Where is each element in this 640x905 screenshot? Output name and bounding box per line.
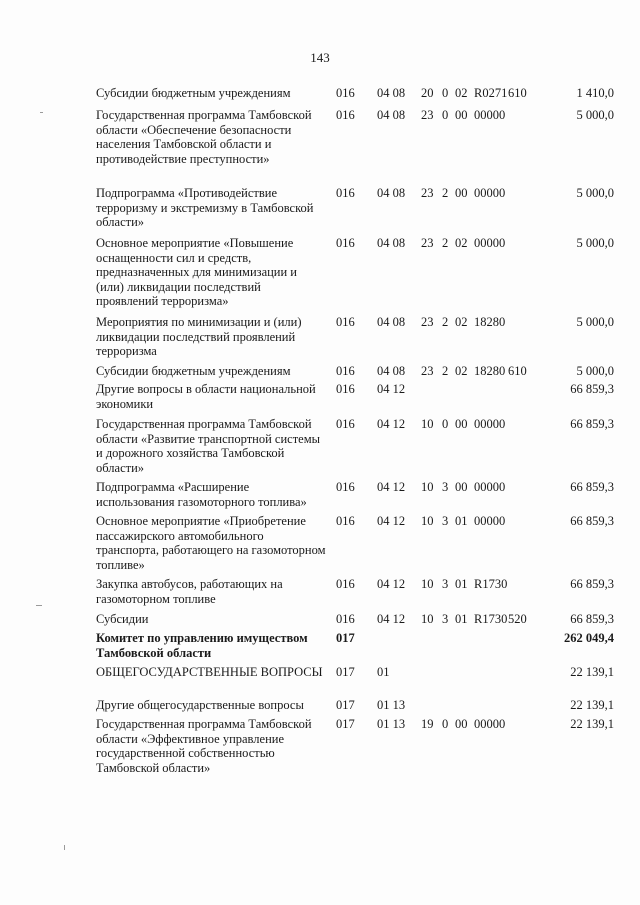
ministry-code: 016: [336, 577, 355, 591]
table-row: [96, 236, 616, 309]
amount: 5 000,0: [576, 186, 614, 200]
row-name: Субсидии: [96, 612, 149, 626]
table-row: [96, 717, 616, 775]
amount: 66 859,3: [570, 417, 614, 431]
direction-code: 00000: [474, 108, 506, 122]
expense-type-code: 610: [508, 364, 527, 378]
amount: 66 859,3: [570, 612, 614, 626]
event-code: 01: [455, 514, 468, 528]
row-name: Подпрограмма «Противодействие терроризму и экстремизму в Тамбовской области»: [96, 186, 314, 229]
ministry-code: 017: [336, 717, 355, 731]
event-code: 02: [455, 364, 468, 378]
amount: 5 000,0: [576, 364, 614, 378]
ministry-code: 017: [336, 698, 355, 712]
table-row: [96, 665, 616, 680]
section-code: 04 12: [377, 612, 406, 626]
row-name: Основное мероприятие «Приобретение пассажирского автомобильного транспорта, работающего на газомоторном топливе»: [96, 514, 326, 572]
program-code: 23: [421, 236, 434, 250]
ministry-code: 016: [336, 417, 355, 431]
direction-code: 00000: [474, 717, 506, 731]
subprogram-code: 0: [442, 86, 449, 100]
program-code: 23: [421, 186, 434, 200]
ministry-code: 017: [336, 665, 355, 679]
program-code: 10: [421, 612, 434, 626]
ministry-code: 016: [336, 612, 355, 626]
subprogram-code: 3: [442, 480, 449, 494]
amount: 22 139,1: [570, 665, 614, 679]
section-code: 04 08: [377, 86, 406, 100]
scan-mark: [64, 845, 65, 850]
table-row: [96, 631, 616, 660]
ministry-code: 016: [336, 364, 355, 378]
amount: 262 049,4: [564, 631, 614, 645]
subprogram-code: 2: [442, 236, 449, 250]
subprogram-code: 2: [442, 364, 449, 378]
table-row: [96, 186, 616, 230]
direction-code: R1730: [474, 612, 508, 626]
section-code: 04 12: [377, 514, 406, 528]
expense-type-code: 610: [508, 86, 527, 100]
table-row: [96, 382, 616, 411]
amount: 1 410,0: [576, 86, 614, 100]
subprogram-code: 2: [442, 186, 449, 200]
ministry-code: 016: [336, 236, 355, 250]
amount: 22 139,1: [570, 717, 614, 731]
event-code: 01: [455, 612, 468, 626]
section-code: 04 08: [377, 108, 406, 122]
row-name: Субсидии бюджетным учреждениям: [96, 364, 291, 378]
table-row: [96, 417, 616, 475]
amount: 66 859,3: [570, 577, 614, 591]
ministry-code: 016: [336, 480, 355, 494]
section-code: 01: [377, 665, 390, 679]
row-name: Другие общегосударственные вопросы: [96, 698, 304, 712]
event-code: 02: [455, 86, 468, 100]
section-code: 04 12: [377, 577, 406, 591]
table-row: [96, 364, 616, 379]
program-code: 19: [421, 717, 434, 731]
ministry-code: 016: [336, 86, 355, 100]
event-code: 00: [455, 480, 468, 494]
direction-code: R0271: [474, 86, 508, 100]
table-row: [96, 514, 616, 572]
section-code: 04 08: [377, 364, 406, 378]
amount: 66 859,3: [570, 382, 614, 396]
row-name: Мероприятия по минимизации и (или) ликвидации последствий проявлений терроризма: [96, 315, 302, 358]
event-code: 02: [455, 236, 468, 250]
section-code: 04 12: [377, 382, 406, 396]
direction-code: 00000: [474, 236, 506, 250]
event-code: 00: [455, 717, 468, 731]
row-name: Комитет по управлению имуществом Тамбовской области: [96, 631, 308, 660]
expense-type-code: 520: [508, 612, 527, 626]
program-code: 20: [421, 86, 434, 100]
program-code: 10: [421, 514, 434, 528]
subprogram-code: 0: [442, 417, 449, 431]
ministry-code: 017: [336, 631, 355, 645]
amount: 66 859,3: [570, 480, 614, 494]
row-name: Государственная программа Тамбовской области «Эффективное управление государственной собственностью Тамбовской области»: [96, 717, 312, 775]
event-code: 02: [455, 315, 468, 329]
program-code: 10: [421, 480, 434, 494]
ministry-code: 016: [336, 382, 355, 396]
section-code: 04 08: [377, 186, 406, 200]
row-name: Субсидии бюджетным учреждениям: [96, 86, 291, 100]
amount: 66 859,3: [570, 514, 614, 528]
direction-code: 00000: [474, 186, 506, 200]
section-code: 04 08: [377, 236, 406, 250]
table-row: [96, 108, 616, 166]
program-code: 23: [421, 364, 434, 378]
table-row: [96, 698, 616, 713]
amount: 22 139,1: [570, 698, 614, 712]
row-name: Подпрограмма «Расширение использования газомоторного топлива»: [96, 480, 307, 509]
row-name: Государственная программа Тамбовской области «Обеспечение безопасности населения Тамбовской области и противодействие преступности»: [96, 108, 312, 166]
section-code: 04 12: [377, 417, 406, 431]
event-code: 01: [455, 577, 468, 591]
table-row: [96, 315, 616, 359]
program-code: 10: [421, 577, 434, 591]
direction-code: R1730: [474, 577, 508, 591]
table-row: [96, 480, 616, 509]
row-name: Основное мероприятие «Повышение оснащенности сил и средств, предназначенных для минимизации и (или) ликвидации последствий проявлений терроризма»: [96, 236, 298, 308]
amount: 5 000,0: [576, 315, 614, 329]
amount: 5 000,0: [576, 108, 614, 122]
subprogram-code: 0: [442, 108, 449, 122]
page-number: 143: [310, 50, 330, 65]
section-code: 01 13: [377, 717, 406, 731]
amount: 5 000,0: [576, 236, 614, 250]
ministry-code: 016: [336, 186, 355, 200]
subprogram-code: 3: [442, 577, 449, 591]
section-code: 01 13: [377, 698, 406, 712]
ministry-code: 016: [336, 514, 355, 528]
event-code: 00: [455, 417, 468, 431]
direction-code: 18280: [474, 315, 506, 329]
program-code: 10: [421, 417, 434, 431]
subprogram-code: 3: [442, 612, 449, 626]
section-code: 04 08: [377, 315, 406, 329]
direction-code: 00000: [474, 480, 506, 494]
direction-code: 00000: [474, 514, 506, 528]
subprogram-code: 0: [442, 717, 449, 731]
event-code: 00: [455, 108, 468, 122]
section-code: 04 12: [377, 480, 406, 494]
subprogram-code: 2: [442, 315, 449, 329]
table-row: [96, 612, 616, 627]
scan-mark: [40, 112, 43, 113]
program-code: 23: [421, 108, 434, 122]
table-row: [96, 86, 616, 101]
direction-code: 18280: [474, 364, 506, 378]
row-name: Государственная программа Тамбовской области «Развитие транспортной системы и дорожного хозяйства Тамбовской области»: [96, 417, 321, 475]
ministry-code: 016: [336, 315, 355, 329]
row-name: Другие вопросы в области национальной экономики: [96, 382, 316, 411]
row-name: Закупка автобусов, работающих на газомоторном топливе: [96, 577, 283, 606]
program-code: 23: [421, 315, 434, 329]
ministry-code: 016: [336, 108, 355, 122]
event-code: 00: [455, 186, 468, 200]
direction-code: 00000: [474, 417, 506, 431]
scan-mark: [36, 605, 42, 606]
subprogram-code: 3: [442, 514, 449, 528]
table-row: [96, 577, 616, 606]
row-name: ОБЩЕГОСУДАРСТВЕННЫЕ ВОПРОСЫ: [96, 665, 323, 679]
